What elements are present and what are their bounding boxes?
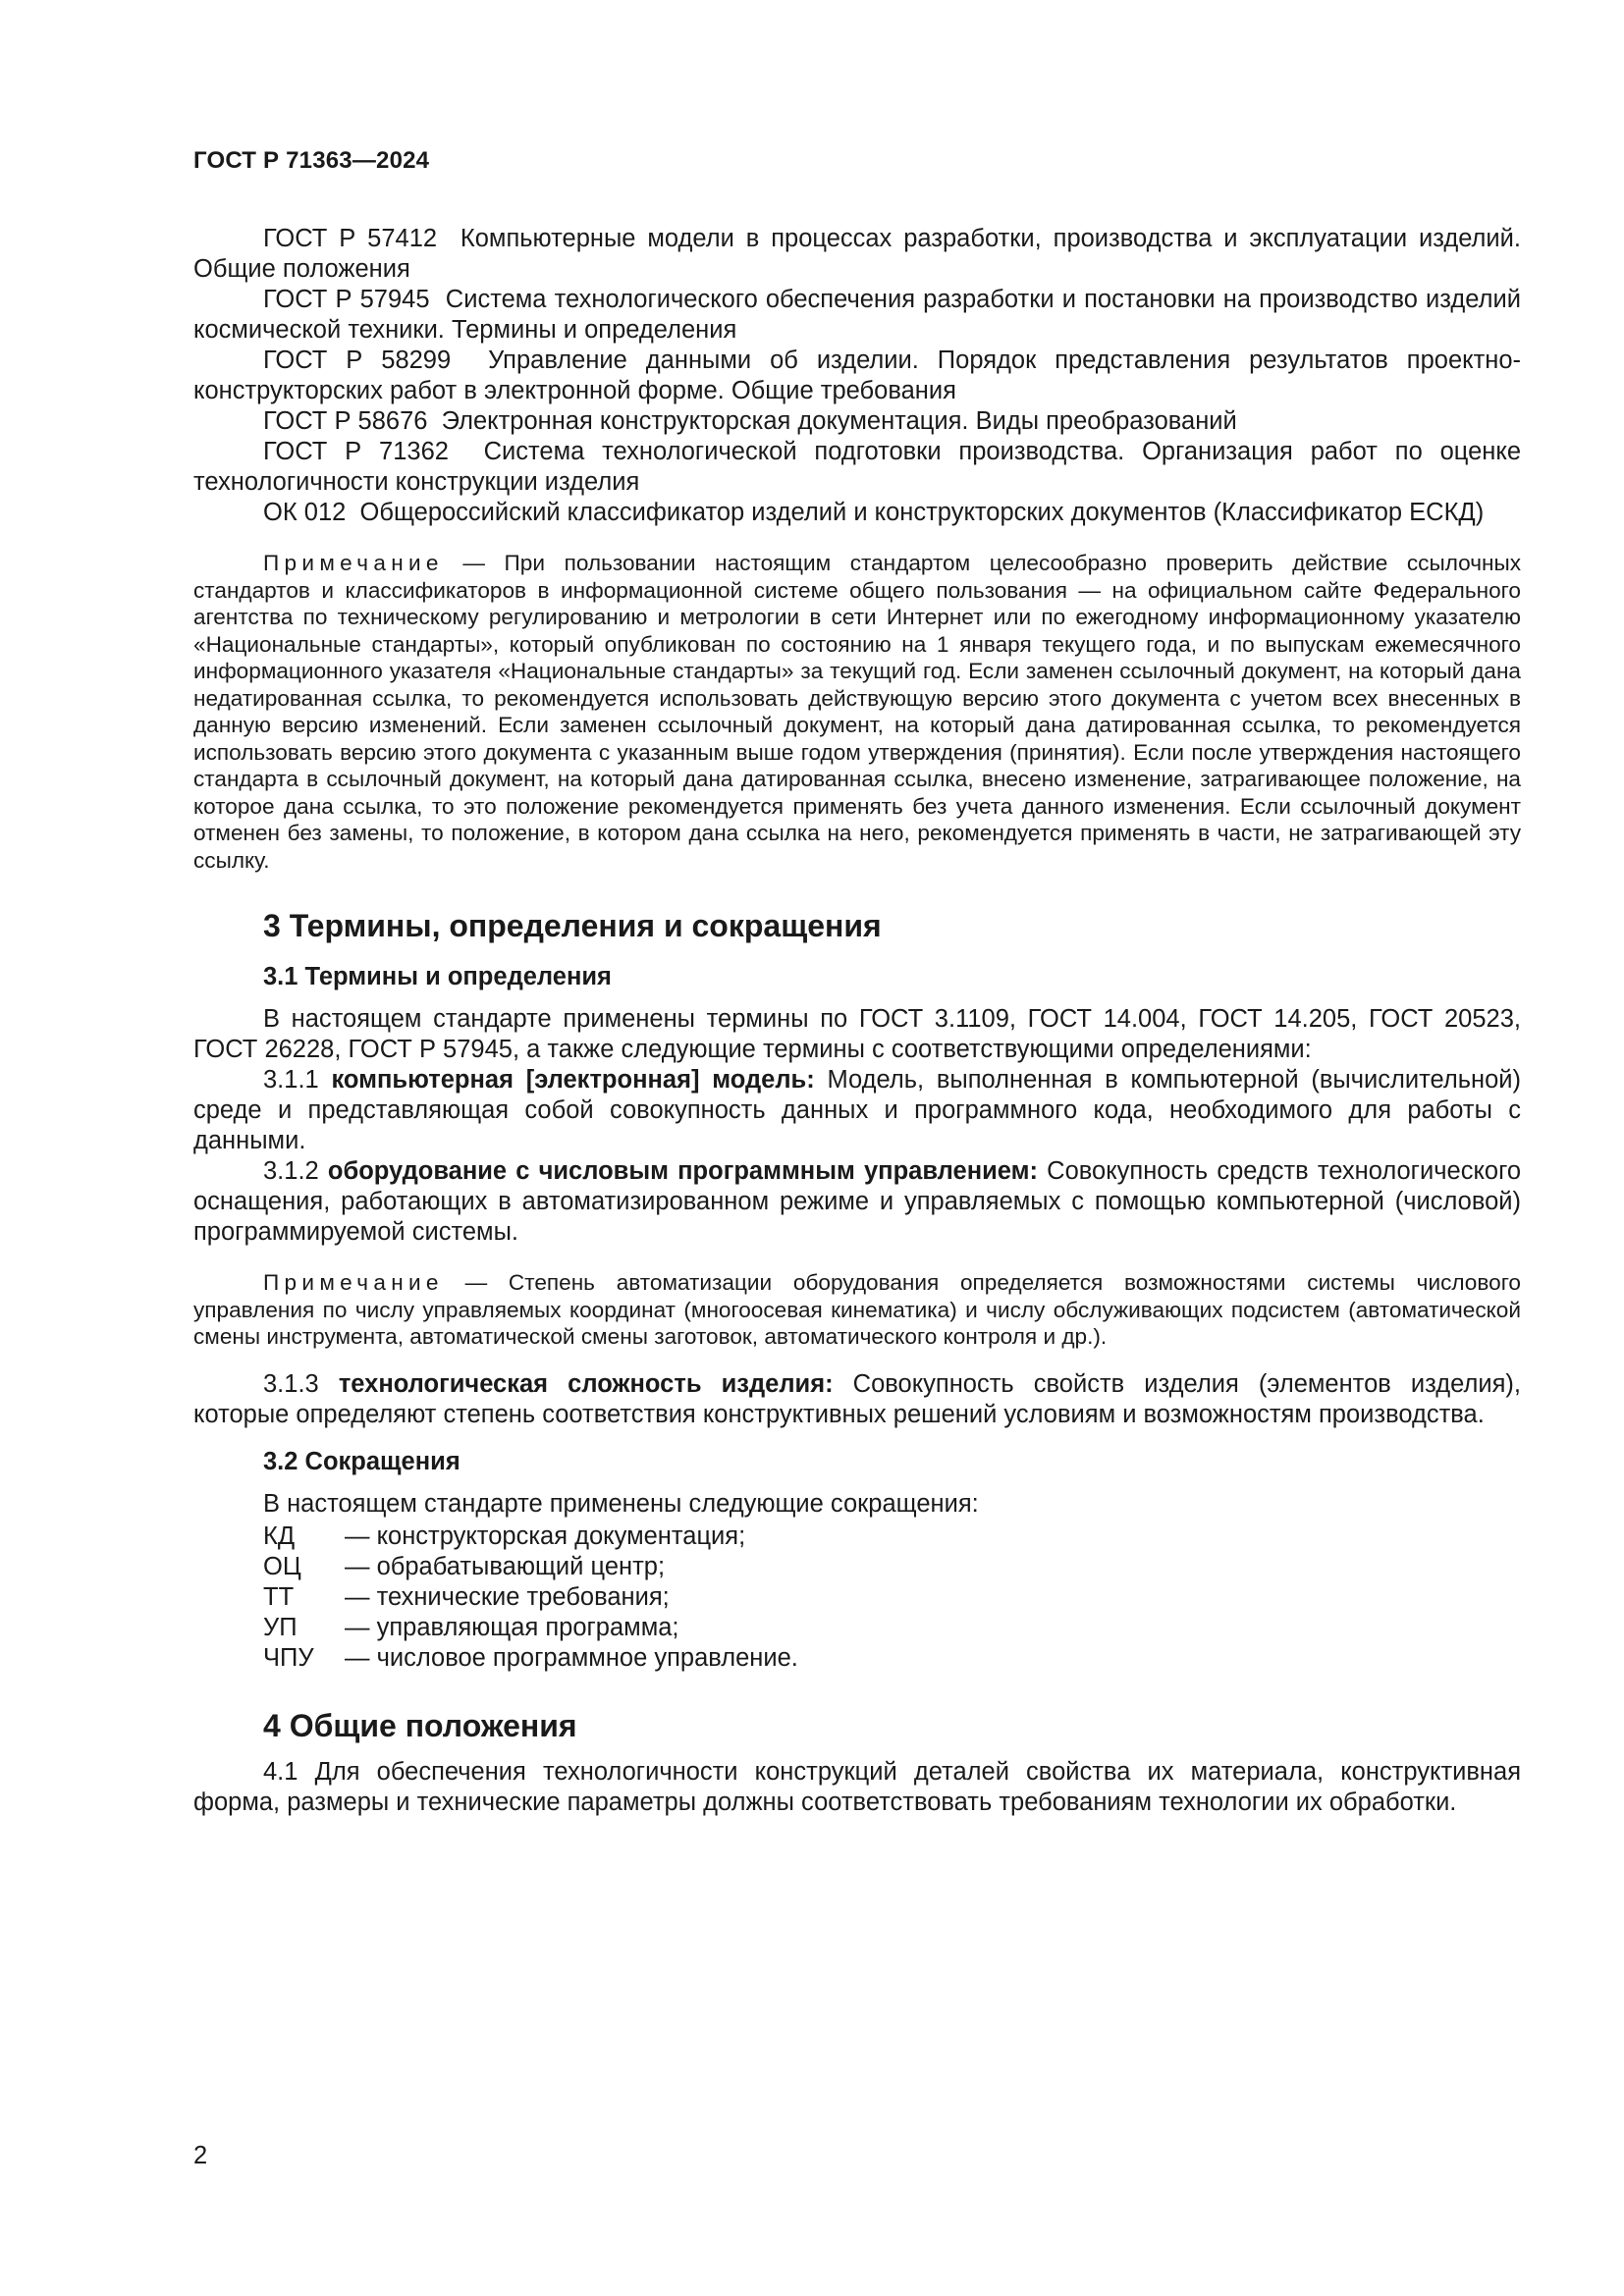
term-number: 3.1.2 (263, 1157, 319, 1185)
abbreviation-text: — конструкторская документация; (345, 1522, 746, 1550)
abbreviation-item (263, 1522, 1521, 1552)
subsection-3-1-heading: 3.1 Термины и определения (263, 963, 612, 990)
abbreviation-code: ЧПУ (263, 1643, 314, 1672)
reference-title: Общероссийский классификатор изделий и конструкторских документов (Классификатор ЕСКД) (359, 499, 1485, 526)
note-text: — Степень автоматизации оборудования определяется возможностями системы числового управления по числу управляемых координат (многоосевая кинематика) и числу обслуживающих подсистем (автоматической смены инструмента, автоматической смены заготовок, автоматического контроля и др.). (193, 1270, 1522, 1349)
term-note (193, 1269, 1521, 1351)
abbreviation-text: — управляющая программа; (345, 1613, 679, 1641)
reference-item (193, 498, 1521, 528)
note-label: Примечание (263, 1270, 444, 1295)
term-definition: Совокупность свойств изделия (элементов изделия), которые определяют степень соответствия конструктивных решений условиям и возможностям производства. (193, 1369, 1521, 1428)
reference-item (193, 437, 1521, 498)
abbreviation-item (263, 1552, 1521, 1582)
term-name: компьютерная [электронная] модель: (331, 1066, 815, 1094)
abbreviation-code: КД (263, 1522, 296, 1550)
references-note (193, 550, 1521, 874)
reference-title: Компьютерные модели в процессах разработки, производства и эксплуатации изделий. Общие положения (193, 225, 1522, 283)
reference-item (193, 285, 1521, 346)
abbreviation-code: УП (263, 1613, 298, 1641)
abbreviation-code: ТТ (263, 1582, 295, 1611)
reference-code: ГОСТ Р 58299 (263, 347, 452, 374)
reference-title: Электронная конструкторская документация. Виды преобразований (441, 407, 1237, 435)
document-body (193, 224, 1521, 1818)
reference-code: ОК 012 (263, 499, 347, 526)
note-text: — При пользовании настоящим стандартом целесообразно проверить действие ссылочных стандартов и классификаторов в информационной системе общего пользования — на официальном сайте Федерального агентства по техническому регулированию и метрологии в сети Интернет или по ежегодному информационному указателю «Национальные стандарты», который опубликован по состоянию на 1 января текущего года, и по выпускам ежемесячного информационного указателя «Национальные стандарты» за текущий год. Если заменен ссылочный документ, на который дана недатированная ссылка, то рекомендуется использовать действующую версию этого документа с учетом всех внесенных в данную версию изменений. Если заменен ссылочный документ, на который дана датированная ссылка, то рекомендуется использовать версию этого документа с указанным выше годом утверждения (принятия). Если после утверждения настоящего стандарта в ссылочный документ, на который дана датированная ссылка, внесено изменение, затрагивающее положение, на которое дана ссылка, то это положение рекомендуется применять без учета данного изменения. Если ссылочный документ отменен без замены, то положение, в котором дана ссылка на него, рекомендуется применять в части, не затрагивающей эту ссылку. (193, 551, 1521, 873)
term-definition: Совокупность средств технологического оснащения, работающих в автоматизированном режиме и управляемых с помощью компьютерной (числовой) программируемой системы. (193, 1157, 1521, 1246)
reference-title: Управление данными об изделии. Порядок представления результатов проектно-конструкторских работ в электронной форме. Общие требования (193, 347, 1521, 404)
section-4-heading: 4 Общие положения (263, 1707, 577, 1743)
term-entry-3-1-1 (193, 1065, 1521, 1156)
page-number: 2 (193, 2142, 208, 2169)
reference-title: Система технологической подготовки производства. Организация работ по оценке технологичности конструкции изделия (193, 438, 1521, 496)
term-number: 3.1.1 (263, 1066, 319, 1094)
section-3-heading: 3 Термины, определения и сокращения (263, 908, 882, 943)
section-4-paragraph-1: 4.1 Для обеспечения технологичности конструкций деталей свойства их материала, конструктивная форма, размеры и технические параметры должны соответствовать требованиям технологии их обработки. (193, 1757, 1521, 1816)
terms-intro-paragraph: В настоящем стандарте применены термины по ГОСТ 3.1109, ГОСТ 14.004, ГОСТ 14.205, ГОСТ 20523, ГОСТ 26228, ГОСТ Р 57945, а также следующие термины с соответствующими определениями: (193, 1005, 1521, 1063)
reference-title: Система технологического обеспечения разработки и постановки на производство изделий космической техники. Термины и определения (193, 286, 1521, 344)
abbreviation-item (263, 1643, 1521, 1674)
reference-code: ГОСТ Р 58676 (263, 407, 428, 435)
term-name: оборудование с числовым программным управлением: (327, 1157, 1038, 1185)
term-number: 3.1.3 (263, 1369, 319, 1398)
reference-code: ГОСТ Р 57945 (263, 286, 430, 313)
abbreviation-text: — числовое программное управление. (345, 1643, 798, 1672)
abbreviation-text: — обрабатывающий центр; (345, 1552, 666, 1580)
reference-code: ГОСТ Р 71362 (263, 438, 449, 465)
reference-code: ГОСТ Р 57412 (263, 225, 438, 252)
normative-references-list (193, 224, 1521, 528)
document-header-code: ГОСТ Р 71363—2024 (193, 147, 430, 174)
abbreviation-text: — технические требования; (345, 1582, 670, 1611)
term-definition: Модель, выполненная в компьютерной (вычислительной) среде и представляющая собой совокупность данных и программного кода, необходимого для работы с данными. (193, 1066, 1521, 1154)
reference-item (193, 224, 1521, 285)
subsection-3-2-heading: 3.2 Сокращения (263, 1447, 460, 1475)
abbreviation-code: ОЦ (263, 1552, 301, 1580)
reference-item (193, 346, 1521, 406)
note-label: Примечание (263, 551, 444, 575)
abbreviation-item (263, 1582, 1521, 1613)
abbreviations-intro: В настоящем стандарте применены следующие сокращения: (263, 1489, 979, 1518)
term-entry-3-1-3 (193, 1369, 1521, 1430)
term-name: технологическая сложность изделия: (338, 1369, 834, 1398)
abbreviation-item (263, 1613, 1521, 1643)
term-entry-3-1-2 (193, 1156, 1521, 1248)
reference-item (193, 406, 1521, 437)
abbreviations-list (263, 1522, 1521, 1674)
